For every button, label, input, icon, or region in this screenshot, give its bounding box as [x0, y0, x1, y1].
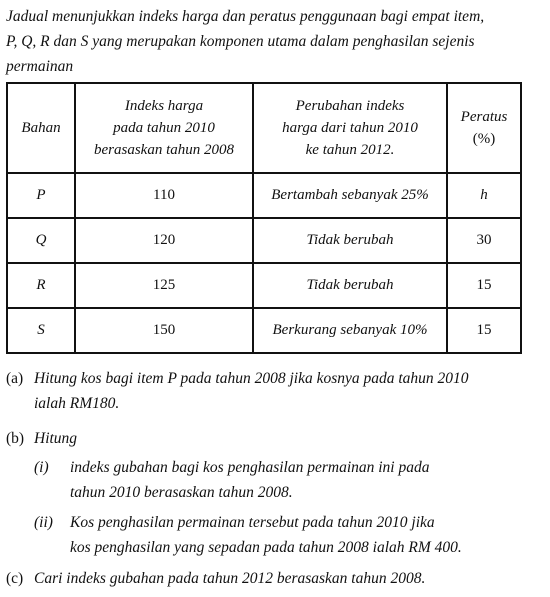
header-bahan: Bahan: [7, 83, 75, 173]
intro-line-1: Jadual menunjukkan indeks harga dan peratus penggunaan bagi empat item,: [6, 8, 485, 25]
cell-indeks: 150: [75, 308, 253, 353]
question-a-tag: (a): [6, 370, 24, 387]
question-a-line-2: ialah RM180.: [34, 395, 120, 412]
table-row: [7, 173, 521, 218]
header-perubahan-indeks: [253, 83, 447, 173]
cell-perubahan: Tidak berubah: [253, 218, 447, 263]
header-peratus-line-2: (%): [472, 131, 496, 147]
question-b-i-tag: (i): [34, 459, 49, 476]
cell-perubahan: Bertambah sebanyak 25%: [253, 173, 447, 218]
header-indeks-line-3: berasaskan tahun 2008: [94, 142, 234, 158]
header-indeks-line-2: pada tahun 2010: [113, 120, 215, 136]
header-perubahan-line-3: ke tahun 2012.: [305, 142, 395, 158]
cell-bahan: R: [7, 263, 75, 308]
question-b-i-line-2: tahun 2010 berasaskan tahun 2008.: [70, 484, 293, 501]
cell-indeks: 120: [75, 218, 253, 263]
cell-peratus: 15: [447, 308, 521, 353]
intro-line-2: P, Q, R dan S yang merupakan komponen utama dalam penghasilan sejenis: [6, 33, 475, 50]
question-c: [6, 566, 546, 591]
question-b-ii-line-1: Kos penghasilan permainan tersebut pada tahun 2010 jika: [70, 514, 435, 531]
header-perubahan-line-2: harga dari tahun 2010: [282, 120, 418, 136]
table-header-row: [7, 83, 521, 173]
question-b-i-line-1: indeks gubahan bagi kos penghasilan permainan ini pada: [70, 459, 430, 476]
header-peratus: [447, 83, 521, 173]
header-indeks-harga: [75, 83, 253, 173]
cell-perubahan: Tidak berubah: [253, 263, 447, 308]
table-row: [7, 263, 521, 308]
question-a-line-1: Hitung kos bagi item P pada tahun 2008 jika kosnya pada tahun 2010: [34, 370, 469, 387]
question-c-text: Cari indeks gubahan pada tahun 2012 berasaskan tahun 2008.: [34, 570, 426, 587]
cell-peratus: h: [447, 173, 521, 218]
cell-bahan: S: [7, 308, 75, 353]
cell-perubahan: Berkurang sebanyak 10%: [253, 308, 447, 353]
question-c-tag: (c): [6, 570, 24, 587]
question-b-i: [34, 455, 534, 505]
question-b-ii-tag: (ii): [34, 514, 53, 531]
question-a: [6, 366, 546, 416]
header-indeks-line-1: Indeks harga: [124, 98, 204, 114]
cell-indeks: 125: [75, 263, 253, 308]
cell-bahan: P: [7, 173, 75, 218]
question-b-tag: (b): [6, 430, 25, 447]
table-row: [7, 308, 521, 353]
question-b: [6, 426, 546, 451]
cell-indeks: 110: [75, 173, 253, 218]
question-b-text: Hitung: [34, 430, 78, 447]
cell-bahan: Q: [7, 218, 75, 263]
table-row: [7, 218, 521, 263]
cell-peratus: 15: [447, 263, 521, 308]
header-perubahan-line-1: Perubahan indeks: [295, 98, 405, 114]
question-b-ii: [34, 510, 534, 560]
header-peratus-line-1: Peratus: [460, 109, 508, 125]
intro-paragraph: [6, 4, 546, 79]
price-index-table: [6, 82, 522, 354]
question-b-ii-line-2: kos penghasilan yang sepadan pada tahun 2008 ialah RM 400.: [70, 539, 462, 556]
intro-line-3: permainan: [6, 58, 74, 75]
cell-peratus: 30: [447, 218, 521, 263]
